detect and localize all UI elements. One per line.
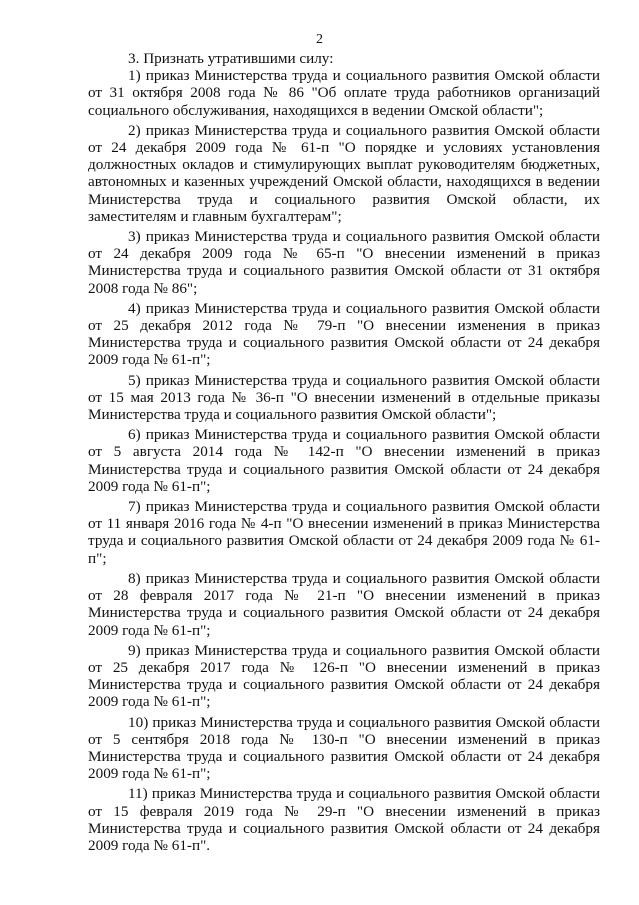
list-item: 2) приказ Министерства труда и социального развития Омской области от 24 декабря 2009 года № 61-п "О порядке и условиях установления должностных окладов и стимулирующих выплат руководителям бюджетных, автономных и казенных учреждений Омской области, находящихся в ведении Министерства труда и социального развития Омской области, их заместителям и главным бухгалтерам"; (88, 121, 600, 225)
list-item: 10) приказ Министерства труда и социального развития Омской области от 5 сентября 2018 года № 130-п "О внесении изменений в приказ Министерства труда и социального развития Омской области от 24 декабря 2009 года № 61-п"; (88, 713, 600, 783)
list-item: 1) приказ Министерства труда и социального развития Омской области от 31 октября 2008 года № 86 "Об оплате труда работников организаций социального обслуживания, находящихся в ведении Омской области"; (88, 67, 600, 119)
section-heading: 3. Признать утратившими силу: (128, 50, 334, 67)
list-item: 3) приказ Министерства труда и социального развития Омской области от 24 декабря 2009 года № 65-п "О внесении изменений в приказ Министерства труда и социального развития Омской области от 31 октября 2008 года № 86"; (88, 228, 600, 297)
list-item: 5) приказ Министерства труда и социального развития Омской области от 15 мая 2013 года № 36-п "О внесении изменений в отдельные приказы Министерства труда и социального развития Омской области"; (88, 371, 600, 424)
list-item: 6) приказ Министерства труда и социального развития Омской области от 5 августа 2014 года № 142-п "О внесении изменений в приказ Министерства труда и социального развития Омской области от 24 декабря 2009 года № 61-п"; (88, 426, 600, 495)
document-body (88, 50, 600, 854)
list-item: 4) приказ Министерства труда и социального развития Омской области от 25 декабря 2012 года № 79-п "О внесении изменения в приказ Министерства труда и социального развития Омской области от 24 декабря 2009 года № 61-п"; (88, 299, 600, 369)
list-item: 11) приказ Министерства труда и социального развития Омской области от 15 февраля 2019 года № 29-п "О внесении изменений в приказ Министерства труда и социального развития Омской области от 24 декабря 2009 года № 61-п". (88, 785, 600, 854)
list-item: 9) приказ Министерства труда и социального развития Омской области от 25 декабря 2017 года № 126-п "О внесении изменений в приказ Министерства труда и социального развития Омской области от 24 декабря 2009 года № 61-п"; (88, 641, 600, 711)
list-item: 7) приказ Министерства труда и социального развития Омской области от 11 января 2016 года № 4-п "О внесении изменений в приказ Министерства труда и социального развития Омской области от 24 декабря 2009 года № 61-п"; (88, 498, 600, 567)
page-number: 2 (316, 32, 323, 47)
list-item: 8) приказ Министерства труда и социального развития Омской области от 28 февраля 2017 года № 21-п "О внесении изменений в приказ Министерства труда и социального развития Омской области от 24 декабря 2009 года № 61-п"; (88, 569, 600, 639)
